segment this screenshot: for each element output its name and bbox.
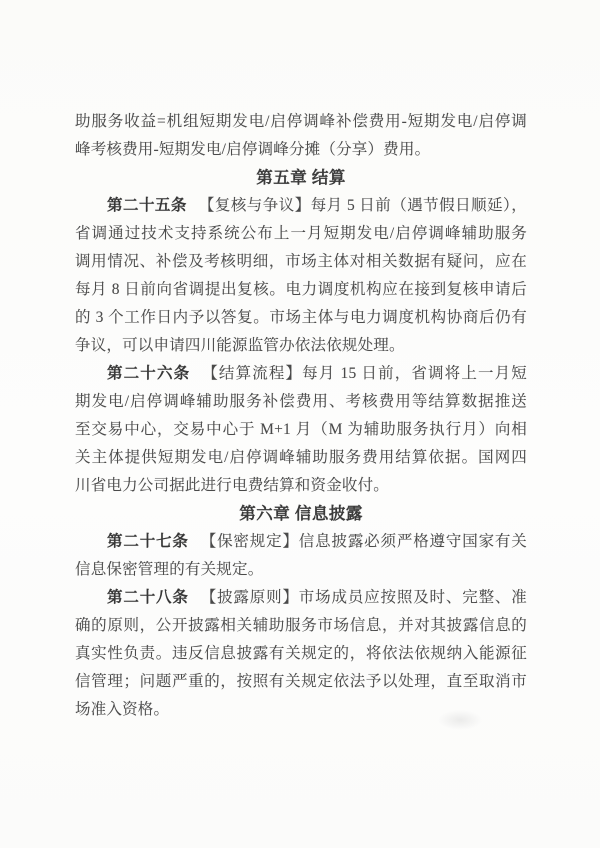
text-line bbox=[75, 248, 527, 276]
line-text: 省调通过技术支持系统公布上一月短期发电/启停调峰辅助服务 bbox=[75, 225, 527, 242]
line-text: 第六章 信息披露 bbox=[239, 504, 363, 523]
line-text: 关主体提供短期发电/启停调峰辅助服务费用结算依据。国网四 bbox=[75, 449, 527, 466]
article-number: 第二十七条 bbox=[107, 533, 189, 550]
article-number: 第二十五条 bbox=[107, 197, 187, 214]
chapter-heading bbox=[75, 500, 527, 528]
text-line bbox=[75, 528, 527, 556]
text-line bbox=[75, 332, 527, 360]
chapter-heading bbox=[75, 164, 527, 192]
line-text: 场准入资格。 bbox=[75, 701, 170, 718]
text-line bbox=[75, 612, 527, 640]
text-line bbox=[75, 444, 527, 472]
line-text: 调用情况、补偿及考核明细，市场主体对相关数据有疑问，应在 bbox=[75, 253, 527, 270]
document-text-column bbox=[75, 108, 527, 724]
line-text: 【保密规定】信息披露必须严格遵守国家有关 bbox=[200, 533, 527, 550]
text-line bbox=[75, 304, 527, 332]
text-line bbox=[75, 584, 527, 612]
text-line bbox=[75, 472, 527, 500]
text-line bbox=[75, 640, 527, 668]
text-line bbox=[75, 416, 527, 444]
text-line bbox=[75, 360, 527, 388]
line-text: 至交易中心，交易中心于 M+1 月（M 为辅助服务执行月）向相 bbox=[75, 421, 527, 438]
line-text: 信管理；问题严重的，按照有关规定依法予以处理，直至取消市 bbox=[75, 673, 527, 690]
line-text: 真实性负责。违反信息披露有关规定的，将依法依规纳入能源征 bbox=[75, 645, 527, 662]
line-text: 【结算流程】每月 15 日前，省调将上一月短 bbox=[202, 365, 527, 382]
text-line bbox=[75, 696, 527, 724]
text-line bbox=[75, 136, 527, 164]
line-text: 每月 8 日前向省调提出复核。电力调度机构应在接到复核申请后 bbox=[75, 281, 527, 298]
line-text: 助服务收益=机组短期发电/启停调峰补偿费用-短期发电/启停调 bbox=[75, 113, 527, 130]
line-text: 的 3 个工作日内予以答复。市场主体与电力调度机构协商后仍有 bbox=[75, 309, 527, 326]
line-text: 【复核与争议】每月 5 日前（遇节假日顺延）， bbox=[198, 197, 527, 214]
text-line bbox=[75, 220, 527, 248]
text-line bbox=[75, 276, 527, 304]
line-text: 争议，可以申请四川能源监管办依法依规处理。 bbox=[75, 337, 405, 354]
text-line bbox=[75, 556, 527, 584]
line-text: 第五章 结算 bbox=[256, 168, 346, 187]
text-line bbox=[75, 388, 527, 416]
text-line bbox=[75, 668, 527, 696]
text-line bbox=[75, 192, 527, 220]
line-text: 期发电/启停调峰辅助服务补偿费用、考核费用等结算数据推送 bbox=[75, 393, 527, 410]
article-number: 第二十六条 bbox=[107, 365, 191, 382]
line-text: 川省电力公司据此进行电费结算和资金收付。 bbox=[75, 477, 390, 494]
text-line bbox=[75, 108, 527, 136]
line-text: 信息保密管理的有关规定。 bbox=[75, 561, 264, 578]
line-text: 峰考核费用-短期发电/启停调峰分摊（分享）费用。 bbox=[75, 141, 431, 158]
line-text: 【披露原则】市场成员应按照及时、完整、准 bbox=[200, 589, 527, 606]
article-number: 第二十八条 bbox=[107, 589, 189, 606]
line-text: 确的原则，公开披露相关辅助服务市场信息，并对其披露信息的 bbox=[75, 617, 527, 634]
